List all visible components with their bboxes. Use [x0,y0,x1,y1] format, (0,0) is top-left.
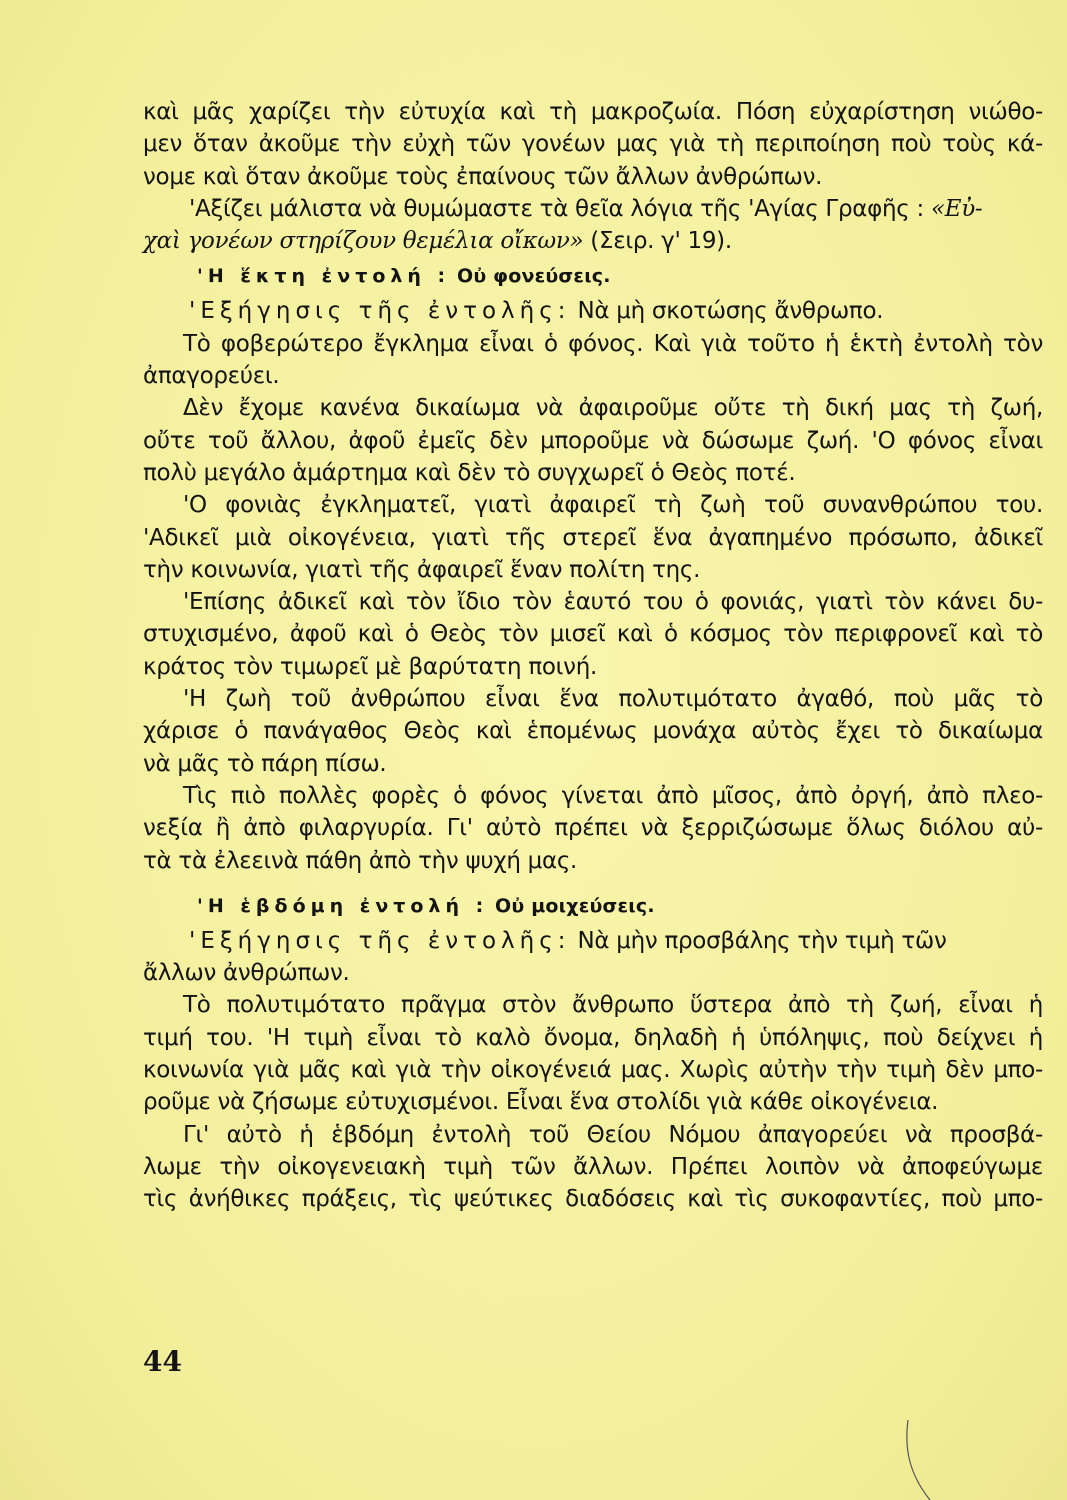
text-line [143,225,1043,257]
text-line: καὶ μᾶς χαρίζει τὴν εὐτυχία καὶ τὴ μακροζωία. Πόση εὐχαρίστηση νιώθο- [143,99,1043,125]
heading-text: Οὐ φονεύσεις. [456,265,611,288]
heading-text: Οὐ μοιχεύσεις. [495,894,655,917]
text-line: νομε καὶ ὅταν ἀκοῦμε τοὺς ἐπαίνους τῶν ἄλλων ἀνθρώπων. [143,163,823,190]
text-line: Τὶς πιὸ πολλὲς φορὲς ὁ φόνος γίνεται ἀπὸ μῖσος, ἀπὸ ὀργή, ἀπὸ πλεο- [183,782,1043,809]
text-line: στυχισμένο, ἀφοῦ καὶ ὁ Θεὸς τὸν μισεῖ καὶ ὁ κόσμος τὸν περιφρονεῖ καὶ τὸ [143,621,1043,648]
text-line: Τὸ φοβερώτερο ἔγκλημα εἶναι ὁ φόνος. Καὶ γιὰ τοῦτο ἡ ἑκτὴ ἐντολὴ τὸν [183,330,1043,357]
heading-title: 'Η ἑβδόμη ἐντολή : [197,894,489,917]
explanation-line [143,295,1043,327]
text-line: ἄλλων ἀνθρώπων. [143,960,350,987]
text-line: κράτος τὸν τιμωρεῖ μὲ βαρύτατη ποινή. [143,653,597,680]
text-line: κοινωνία γιὰ μᾶς καὶ γιὰ τὴν οἰκογένειά μας. Χωρὶς αὐτὴν τὴν τιμὴ δὲν μπο- [143,1057,1043,1084]
text-line: 'Η ζωὴ τοῦ ἀνθρώπου εἶναι ἕνα πολυτιμότατο ἀγαθό, ποὺ μᾶς τὸ [183,686,1043,713]
page-number: 44 [143,1345,182,1378]
text-line: 'Αδικεῖ μιὰ οἰκογένεια, γιατὶ τῆς στερεῖ ἕνα ἀγαπημένο πρόσωπο, ἀδικεῖ [143,524,1043,551]
explanation-text: Νὰ μὴ σκοτώσης ἄνθρωπο. [577,298,884,325]
text-line: μεν ὅταν ἀκοῦμε τὴν εὐχὴ τῶν γονέων μας γιὰ τὴ περιποίηση ποὺ τοὺς κά- [143,131,1043,158]
explanation-text: Νὰ μὴν προσβάλης τὴν τιμὴ τῶν [577,927,947,954]
text-fragment: 'Αξίζει μάλιστα νὰ θυμώμαστε τὰ θεῖα λόγια τῆς 'Αγίας Γραφῆς : [189,195,924,222]
text-line: νὰ μᾶς τὸ πάρη πίσω. [143,750,387,777]
text-line: νεξία ἢ ἀπὸ φιλαργυρία. Γι' αὐτὸ πρέπει νὰ ξερριζώσωμε ὅλως διόλου αὐ- [143,815,1043,842]
text-line: Δὲν ἔχομε κανένα δικαίωμα νὰ ἀφαιροῦμε οὔτε τὴ δική μας τὴ ζωή, [183,395,1043,422]
text-line: 'Ο φονιὰς ἐγκληματεῖ, γιατὶ ἀφαιρεῖ τὴ ζωὴ τοῦ συνανθρώπου του. [183,492,1043,519]
quote-fragment: «Εὐ- [930,195,983,222]
heading-title: 'Η ἕκτη ἐντολή : [197,265,451,288]
text-line: ἀπαγορεύει. [143,363,280,390]
quote-fragment: χαὶ γονέων στηρίζουν θεμέλια οἴκων» [143,228,584,255]
text-line: Τὸ πολυτιμότατο πρᾶγμα στὸν ἄνθρωπο ὕστερα ἀπὸ τὴ ζωή, εἶναι ἡ [183,992,1043,1019]
explanation-label: 'Εξήγησις τῆς ἐντολῆς: [189,298,571,325]
text-line: τὴν κοινωνία, γιατὶ τῆς ἀφαιρεῖ ἕναν πολίτη της. [143,556,701,583]
text-line [143,193,1043,225]
commandment-heading-7 [143,887,1043,925]
text-line: ροῦμε νὰ ζήσωμε εὐτυχισμένοι. Εἶναι ἕνα στολίδι γιὰ κάθε οἰκογένεια. [143,1089,939,1116]
commandment-heading-6 [143,257,1043,295]
text-line: 'Επίσης ἀδικεῖ καὶ τὸν ἴδιο τὸν ἑαυτό του ὁ φονιάς, γιατὶ τὸν κάνει δυ- [183,589,1043,616]
text-line: τὶς ἀνήθικες πράξεις, τὶς ψεύτικες διαδόσεις καὶ τὶς συκοφαντίες, ποὺ μπο- [143,1186,1043,1213]
spacer [143,877,1043,887]
quote-reference: (Σειρ. γ' 19). [590,228,732,255]
text-line: Γι' αὐτὸ ἡ ἑβδόμη ἐντολὴ τοῦ Θείου Νόμου ἀπαγορεύει νὰ προσβά- [183,1121,1043,1148]
text-line: οὔτε τοῦ ἄλλου, ἀφοῦ ἐμεῖς δὲν μποροῦμε νὰ δώσωμε ζωή. 'Ο φόνος εἶναι [143,427,1043,454]
text-line: χάρισε ὁ πανάγαθος Θεὸς καὶ ἑπομένως μονάχα αὐτὸς ἔχει τὸ δικαίωμα [143,718,1043,745]
text-line: τὰ τὰ ἐλεεινὰ πάθη ἀπὸ τὴν ψυχή μας. [143,847,578,874]
body-text [143,96,1043,1216]
pencil-mark [900,1420,940,1500]
text-line: τιμή του. 'Η τιμὴ εἶναι τὸ καλὸ ὄνομα, δηλαδὴ ἡ ὑπόληψις, ποὺ δείχνει ἡ [143,1024,1043,1051]
explanation-label: 'Εξήγησις τῆς ἐντολῆς: [189,927,571,954]
text-line: λωμε τὴν οἰκογενειακὴ τιμὴ τῶν ἄλλων. Πρέπει λοιπὸν νὰ ἀποφεύγωμε [143,1153,1043,1180]
explanation-line [143,925,1043,957]
text-line: πολὺ μεγάλο ἁμάρτημα καὶ δὲν τὸ συγχωρεῖ ὁ Θεὸς ποτέ. [143,459,796,486]
